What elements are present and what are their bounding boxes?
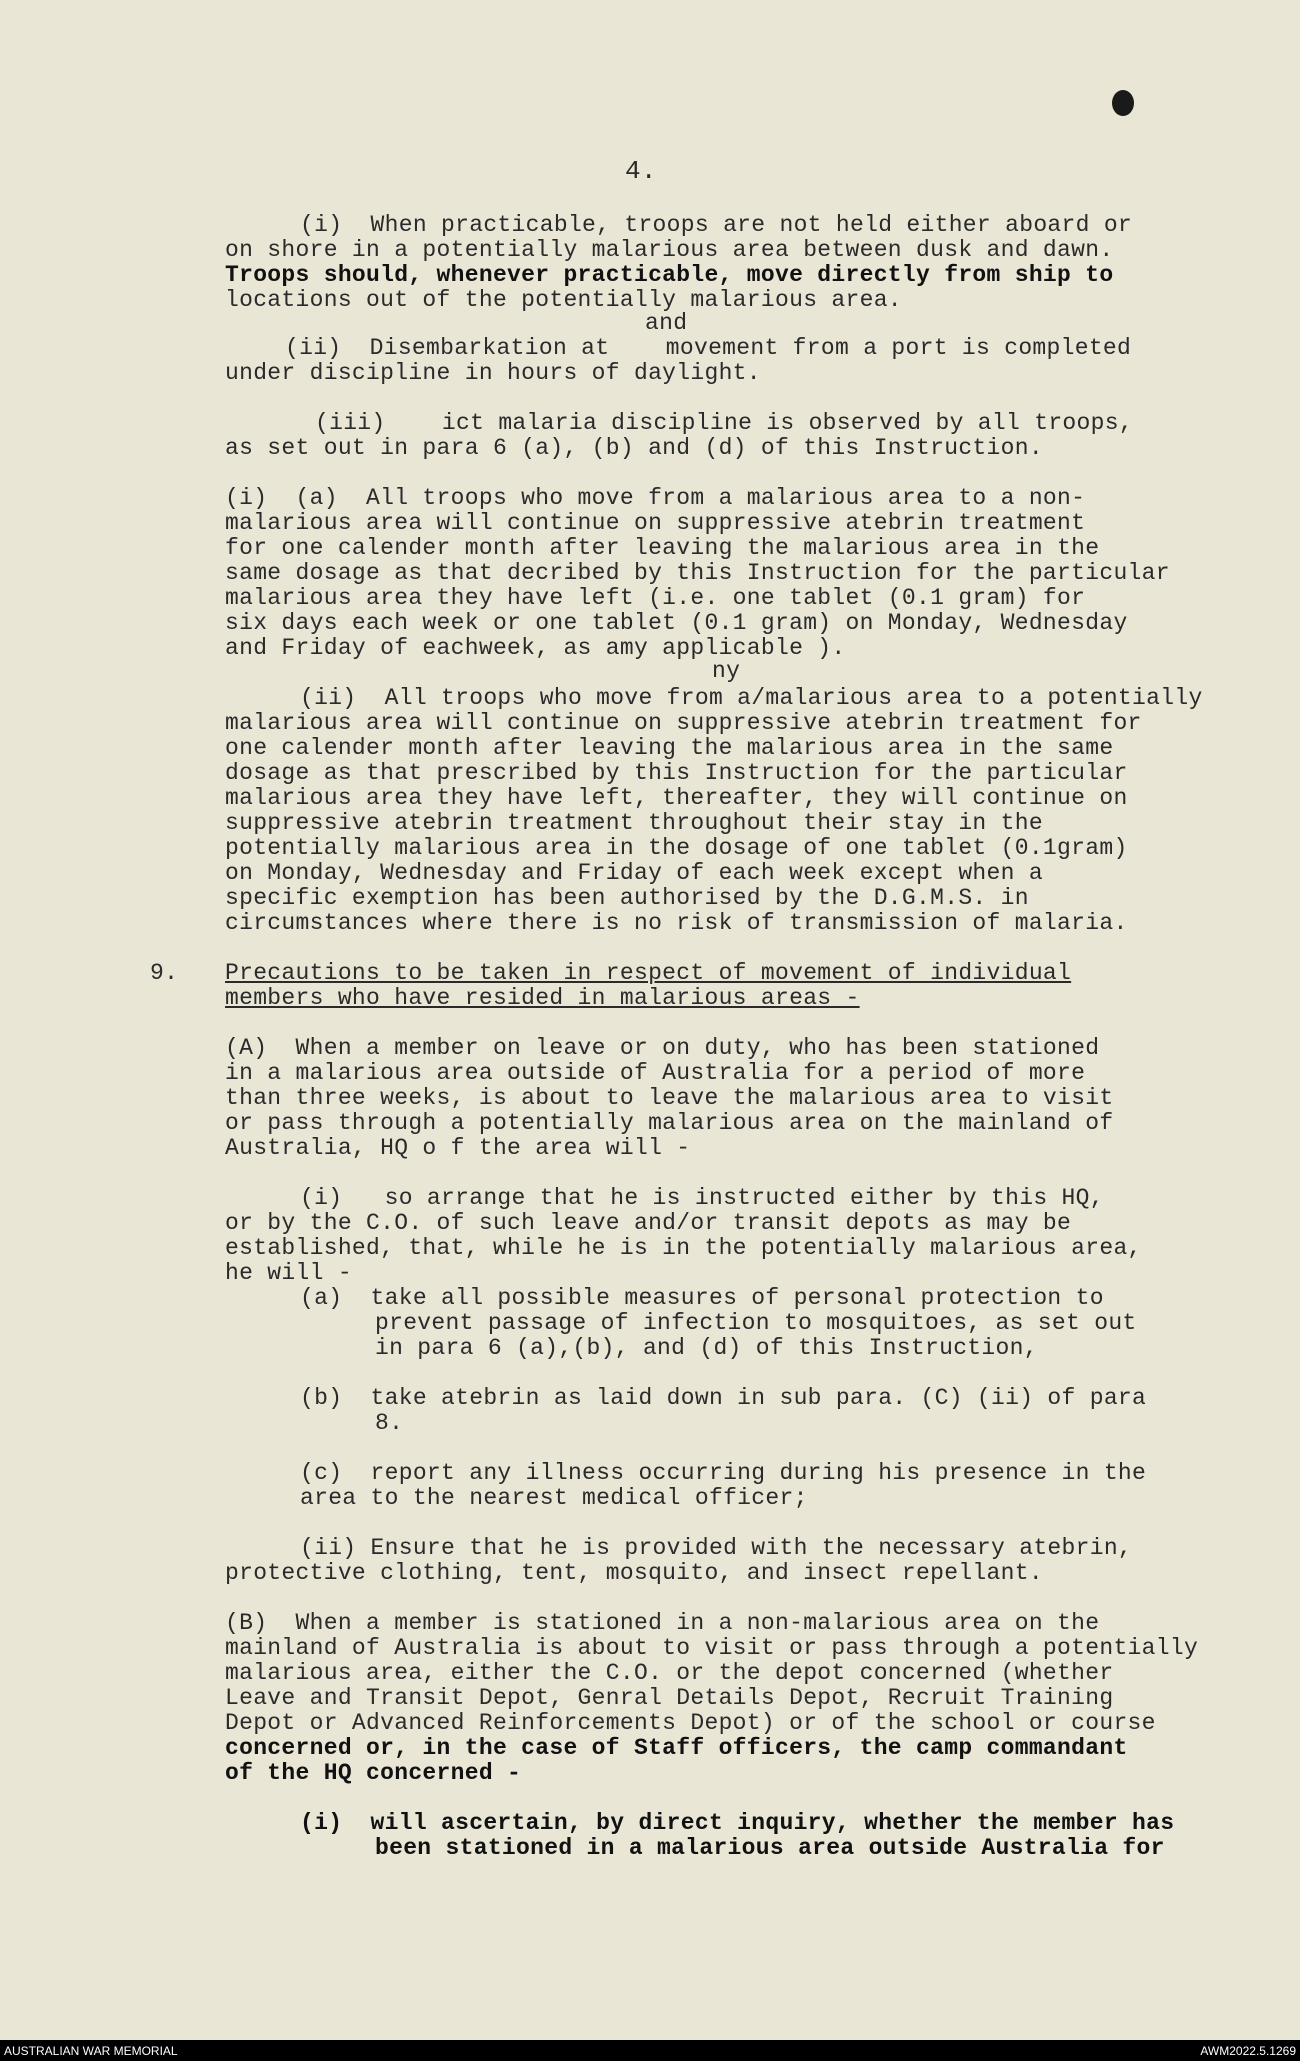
text-line: and (645, 310, 688, 336)
text-line: Precautions to be taken in respect of movement of individual (225, 960, 1072, 986)
text-line: under discipline in hours of daylight. (225, 360, 761, 386)
text-line: or by the C.O. of such leave and/or transit depots as may be (225, 1210, 1072, 1236)
text-line: been stationed in a malarious area outside Australia for (375, 1835, 1165, 1861)
text-line: (B) When a member is stationed in a non-malarious area on the (225, 1610, 1100, 1636)
text-line: potentially malarious area in the dosage of one tablet (0.1gram) (225, 835, 1128, 861)
text-line: malarious area they have left (i.e. one tablet (0.1 gram) for (225, 585, 1086, 611)
text-line: and Friday of eachweek, as amy applicable ). (225, 635, 846, 661)
text-line: malarious area they have left, thereafter, they will continue on (225, 785, 1128, 811)
text-line: of the HQ concerned - (225, 1760, 522, 1786)
text-line: (i) (a) All troops who move from a malarious area to a non- (225, 485, 1086, 511)
text-line: (iii) ict malaria discipline is observed by all troops, (315, 410, 1133, 436)
text-line: (i) so arrange that he is instructed either by this HQ, (300, 1185, 1104, 1211)
text-line: for one calender month after leaving the malarious area in the (225, 535, 1100, 561)
text-line: Leave and Transit Depot, Genral Details Depot, Recruit Training (225, 1685, 1114, 1711)
text-line: on shore in a potentially malarious area between dusk and dawn. (225, 237, 1114, 263)
text-line: Troops should, whenever practicable, move directly from ship to (225, 262, 1114, 288)
text-line: one calender month after leaving the malarious area in the same (225, 735, 1114, 761)
text-line: (i) will ascertain, by direct inquiry, whether the member has (300, 1810, 1175, 1836)
text-line: circumstances where there is no risk of transmission of malaria. (225, 910, 1128, 936)
text-line: members who have resided in malarious areas - (225, 985, 860, 1011)
text-line: specific exemption has been authorised by the D.G.M.S. in (225, 885, 1029, 911)
text-line: prevent passage of infection to mosquitoes, as set out (375, 1310, 1137, 1336)
text-line: (b) take atebrin as laid down in sub para. (C) (ii) of para (300, 1385, 1147, 1411)
text-line: (A) When a member on leave or on duty, who has been stationed (225, 1035, 1100, 1061)
text-line: six days each week or one tablet (0.1 gram) on Monday, Wednesday (225, 610, 1128, 636)
text-line: than three weeks, is about to leave the malarious area to visit (225, 1085, 1114, 1111)
text-line: concerned or, in the case of Staff officers, the camp commandant (225, 1735, 1128, 1761)
text-line: in a malarious area outside of Australia for a period of more (225, 1060, 1086, 1086)
text-line: established, that, while he is in the potentially malarious area, (225, 1235, 1142, 1261)
text-line: (ii) Ensure that he is provided with the necessary atebrin, (300, 1535, 1133, 1561)
text-line: 9. (150, 960, 179, 986)
text-line: same dosage as that decribed by this Instruction for the particular (225, 560, 1170, 586)
text-line: (ii) All troops who move from a/malarious area to a potentially (300, 685, 1203, 711)
text-line: (c) report any illness occurring during his presence in the (300, 1460, 1147, 1486)
text-line: (i) When practicable, troops are not held either aboard or (300, 212, 1133, 238)
footer-archive-name: AUSTRALIAN WAR MEMORIAL (4, 2044, 178, 2058)
text-line: in para 6 (a),(b), and (d) of this Instruction, (375, 1335, 1038, 1361)
text-line: on Monday, Wednesday and Friday of each week except when a (225, 860, 1043, 886)
text-line: Australia, HQ o f the area will - (225, 1135, 691, 1161)
text-line: protective clothing, tent, mosquito, and insect repellant. (225, 1560, 1043, 1586)
text-line: malarious area will continue on suppressive atebrin treatment (225, 510, 1086, 536)
text-line: malarious area will continue on suppressive atebrin treatment for (225, 710, 1142, 736)
text-line: suppressive atebrin treatment throughout their stay in the (225, 810, 1043, 836)
text-line: ny (712, 658, 741, 684)
text-line: or pass through a potentially malarious area on the mainland of (225, 1110, 1114, 1136)
text-line: area to the nearest medical officer; (300, 1485, 808, 1511)
text-line: he will - (225, 1260, 352, 1286)
text-line: 8. (375, 1410, 404, 1436)
text-line: (a) take all possible measures of personal protection to (300, 1285, 1104, 1311)
text-line: malarious area, either the C.O. or the depot concerned (whether (225, 1660, 1114, 1686)
footer-reference-number: AWM2022.5.1269 (1200, 2044, 1296, 2058)
text-line: locations out of the potentially malarious area. (225, 287, 902, 313)
punch-hole (1112, 90, 1134, 116)
text-line: (ii) Disembarkation at movement from a port is completed (285, 335, 1132, 361)
text-line: as set out in para 6 (a), (b) and (d) of this Instruction. (225, 435, 1043, 461)
page-number: 4. (625, 156, 657, 186)
text-line: dosage as that prescribed by this Instruction for the particular (225, 760, 1128, 786)
text-line: mainland of Australia is about to visit or pass through a potentially (225, 1635, 1199, 1661)
text-line: Depot or Advanced Reinforcements Depot) or of the school or course (225, 1710, 1156, 1736)
